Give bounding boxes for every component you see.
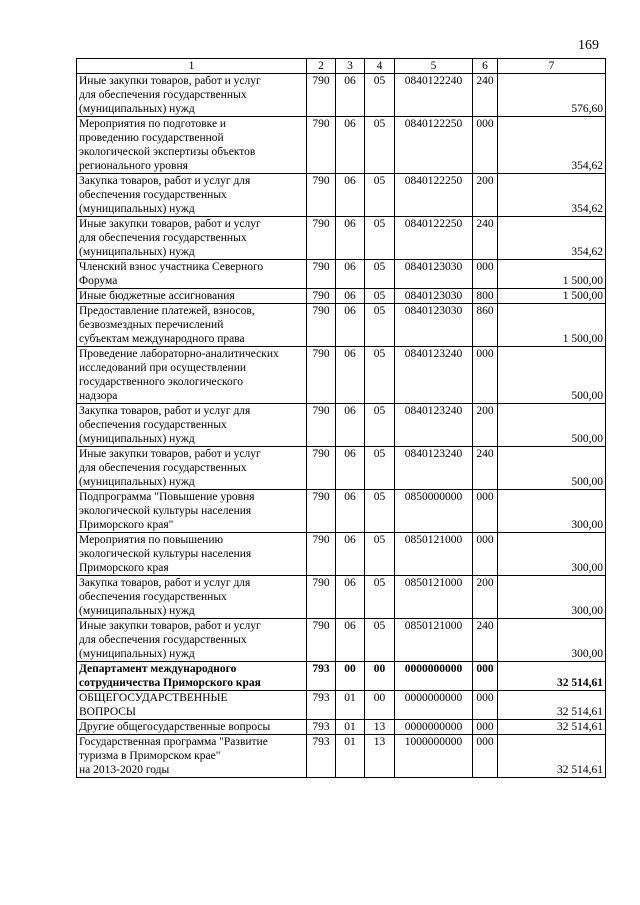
code-cell: 790 (307, 490, 336, 533)
table-row (77, 490, 606, 533)
section-cell: 06 (336, 289, 365, 304)
item-name-cell: ОБЩЕГОСУДАРСТВЕННЫЕ ВОПРОСЫ (77, 691, 307, 720)
table-row (77, 289, 606, 304)
target-article-cell: 0840122250 (395, 217, 473, 260)
subsection-cell: 13 (365, 720, 395, 735)
item-name-cell: Подпрограмма "Повышение уровня экологической культуры населения Приморского края" (77, 490, 307, 533)
expense-type-cell: 200 (473, 404, 498, 447)
subsection-cell: 05 (365, 576, 395, 619)
item-name-cell: Закупка товаров, работ и услуг для обеспечения государственных (муниципальных) нужд (77, 404, 307, 447)
expense-type-cell: 000 (473, 117, 498, 174)
amount-cell: 300,00 (498, 490, 606, 533)
code-cell: 790 (307, 217, 336, 260)
target-article-cell: 1000000000 (395, 735, 473, 778)
subsection-cell: 05 (365, 217, 395, 260)
code-cell: 790 (307, 174, 336, 217)
target-article-cell: 0000000000 (395, 720, 473, 735)
item-name-cell: Предоставление платежей, взносов, безвозмездных перечислений субъектам международного права (77, 304, 307, 347)
subsection-cell: 05 (365, 404, 395, 447)
table-row (77, 691, 606, 720)
item-name-cell: Мероприятия по повышению экологической культуры населения Приморского края (77, 533, 307, 576)
amount-cell: 1 500,00 (498, 304, 606, 347)
header-cell: 7 (498, 59, 606, 74)
subsection-cell: 05 (365, 74, 395, 117)
header-cell: 4 (365, 59, 395, 74)
code-cell: 790 (307, 404, 336, 447)
section-cell: 06 (336, 447, 365, 490)
page-number: 169 (578, 38, 599, 53)
target-article-cell: 0850000000 (395, 490, 473, 533)
item-name-cell: Иные закупки товаров, работ и услуг для обеспечения государственных (муниципальных) нужд (77, 217, 307, 260)
expense-type-cell: 200 (473, 576, 498, 619)
target-article-cell: 0000000000 (395, 662, 473, 691)
expense-type-cell: 240 (473, 619, 498, 662)
target-article-cell: 0840123030 (395, 260, 473, 289)
target-article-cell: 0840123030 (395, 289, 473, 304)
amount-cell: 32 514,61 (498, 662, 606, 691)
section-cell: 01 (336, 735, 365, 778)
expense-type-cell: 000 (473, 691, 498, 720)
item-name-cell: Иные закупки товаров, работ и услуг для обеспечения государственных (муниципальных) нужд (77, 619, 307, 662)
code-cell: 790 (307, 447, 336, 490)
section-cell: 01 (336, 691, 365, 720)
table-row (77, 304, 606, 347)
target-article-cell: 0840122240 (395, 74, 473, 117)
target-article-cell: 0840123030 (395, 304, 473, 347)
target-article-cell: 0850121000 (395, 576, 473, 619)
code-cell: 790 (307, 289, 336, 304)
target-article-cell: 0850121000 (395, 619, 473, 662)
target-article-cell: 0840123240 (395, 404, 473, 447)
table-row (77, 217, 606, 260)
header-cell: 6 (473, 59, 498, 74)
code-cell: 793 (307, 720, 336, 735)
section-cell: 01 (336, 720, 365, 735)
code-cell: 790 (307, 74, 336, 117)
section-cell: 06 (336, 304, 365, 347)
amount-cell: 1 500,00 (498, 260, 606, 289)
item-name-cell: Иные закупки товаров, работ и услуг для обеспечения государственных (муниципальных) нужд (77, 447, 307, 490)
item-name-cell: Департамент международного сотрудничества Приморского края (77, 662, 307, 691)
amount-cell: 32 514,61 (498, 691, 606, 720)
amount-cell: 500,00 (498, 447, 606, 490)
expense-type-cell: 000 (473, 260, 498, 289)
item-name-cell: Членский взнос участника Северного Форума (77, 260, 307, 289)
subsection-cell: 05 (365, 117, 395, 174)
code-cell: 790 (307, 619, 336, 662)
amount-cell: 500,00 (498, 347, 606, 404)
table-row (77, 347, 606, 404)
table-row (77, 117, 606, 174)
code-cell: 790 (307, 304, 336, 347)
target-article-cell: 0850121000 (395, 533, 473, 576)
amount-cell: 32 514,61 (498, 720, 606, 735)
subsection-cell: 05 (365, 490, 395, 533)
code-cell: 790 (307, 347, 336, 404)
section-cell: 06 (336, 533, 365, 576)
section-cell: 06 (336, 404, 365, 447)
section-cell: 06 (336, 619, 365, 662)
budget-table (76, 58, 606, 778)
table-row (77, 619, 606, 662)
table-row (77, 533, 606, 576)
amount-cell: 354,62 (498, 174, 606, 217)
subsection-cell: 05 (365, 304, 395, 347)
subsection-cell: 05 (365, 260, 395, 289)
subsection-cell: 05 (365, 533, 395, 576)
amount-cell: 500,00 (498, 404, 606, 447)
section-cell: 06 (336, 260, 365, 289)
target-article-cell: 0840123240 (395, 347, 473, 404)
section-cell: 06 (336, 576, 365, 619)
expense-type-cell: 000 (473, 490, 498, 533)
header-cell: 5 (395, 59, 473, 74)
expense-type-cell: 200 (473, 174, 498, 217)
amount-cell: 1 500,00 (498, 289, 606, 304)
code-cell: 793 (307, 662, 336, 691)
section-cell: 06 (336, 74, 365, 117)
item-name-cell: Другие общегосударственные вопросы (77, 720, 307, 735)
code-cell: 790 (307, 260, 336, 289)
item-name-cell: Закупка товаров, работ и услуг для обеспечения государственных (муниципальных) нужд (77, 174, 307, 217)
item-name-cell: Государственная программа "Развитие туризма в Приморском крае" на 2013-2020 годы (77, 735, 307, 778)
table-row (77, 576, 606, 619)
amount-cell: 354,62 (498, 217, 606, 260)
expense-type-cell: 000 (473, 533, 498, 576)
amount-cell: 576,60 (498, 74, 606, 117)
section-cell: 06 (336, 490, 365, 533)
header-cell: 1 (77, 59, 307, 74)
target-article-cell: 0840123240 (395, 447, 473, 490)
expense-type-cell: 000 (473, 662, 498, 691)
code-cell: 790 (307, 576, 336, 619)
section-cell: 06 (336, 217, 365, 260)
subsection-cell: 00 (365, 691, 395, 720)
amount-cell: 32 514,61 (498, 735, 606, 778)
amount-cell: 300,00 (498, 619, 606, 662)
expense-type-cell: 860 (473, 304, 498, 347)
code-cell: 790 (307, 117, 336, 174)
code-cell: 793 (307, 691, 336, 720)
item-name-cell: Мероприятия по подготовке и проведению государственной экологической экспертизы объектов регионального уровня (77, 117, 307, 174)
amount-cell: 300,00 (498, 576, 606, 619)
expense-type-cell: 000 (473, 735, 498, 778)
table-row (77, 447, 606, 490)
amount-cell: 354,62 (498, 117, 606, 174)
table-row (77, 662, 606, 691)
table-row (77, 735, 606, 778)
target-article-cell: 0840122250 (395, 117, 473, 174)
table-header-row (77, 59, 606, 74)
target-article-cell: 0840122250 (395, 174, 473, 217)
item-name-cell: Иные бюджетные ассигнования (77, 289, 307, 304)
section-cell: 06 (336, 117, 365, 174)
code-cell: 793 (307, 735, 336, 778)
expense-type-cell: 240 (473, 447, 498, 490)
subsection-cell: 13 (365, 735, 395, 778)
item-name-cell: Закупка товаров, работ и услуг для обеспечения государственных (муниципальных) нужд (77, 576, 307, 619)
subsection-cell: 05 (365, 619, 395, 662)
code-cell: 790 (307, 533, 336, 576)
section-cell: 06 (336, 174, 365, 217)
section-cell: 06 (336, 347, 365, 404)
expense-type-cell: 000 (473, 720, 498, 735)
header-cell: 2 (307, 59, 336, 74)
item-name-cell: Проведение лабораторно-аналитических исследований при осуществлении государственного экологического надзора (77, 347, 307, 404)
table-row (77, 74, 606, 117)
table-row (77, 174, 606, 217)
subsection-cell: 05 (365, 289, 395, 304)
expense-type-cell: 240 (473, 74, 498, 117)
subsection-cell: 05 (365, 447, 395, 490)
expense-type-cell: 000 (473, 347, 498, 404)
target-article-cell: 0000000000 (395, 691, 473, 720)
item-name-cell: Иные закупки товаров, работ и услуг для обеспечения государственных (муниципальных) нужд (77, 74, 307, 117)
table-row (77, 720, 606, 735)
section-cell: 00 (336, 662, 365, 691)
subsection-cell: 05 (365, 347, 395, 404)
expense-type-cell: 240 (473, 217, 498, 260)
subsection-cell: 05 (365, 174, 395, 217)
header-cell: 3 (336, 59, 365, 74)
table-row (77, 404, 606, 447)
table-row (77, 260, 606, 289)
amount-cell: 300,00 (498, 533, 606, 576)
expense-type-cell: 800 (473, 289, 498, 304)
subsection-cell: 00 (365, 662, 395, 691)
